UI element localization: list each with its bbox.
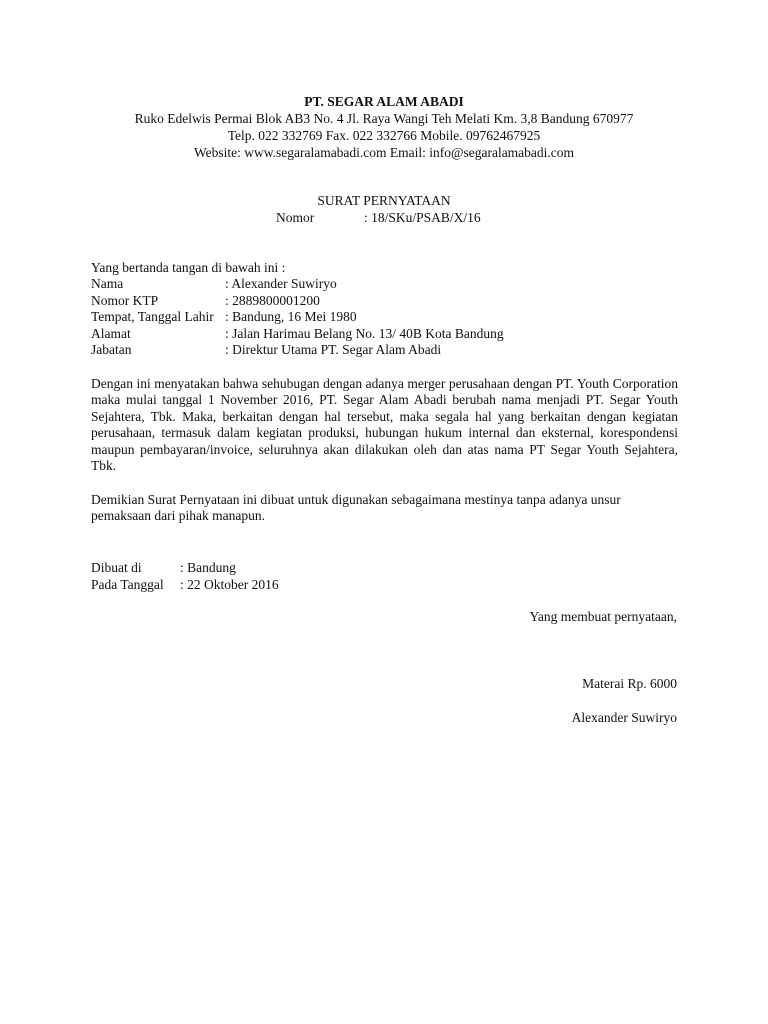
- field-label: Tempat, Tanggal Lahir: [91, 309, 214, 325]
- field-value: : 2889800001200: [225, 292, 320, 308]
- document-number: [276, 210, 481, 226]
- made-date-row: [91, 576, 279, 593]
- made-place-label: Dibuat di: [91, 560, 142, 575]
- field-value: : Bandung, 16 Mei 1980: [225, 309, 357, 325]
- company-address: Ruko Edelwis Permai Blok AB3 No. 4 Jl. Raya Wangi Teh Melati Km. 3,8 Bandung 670977: [134, 111, 634, 126]
- company-phones: Telp. 022 332769 Fax. 022 332766 Mobile. 09762467925: [227, 128, 541, 143]
- body-paragraph-statement: Dengan ini menyatakan bahwa sehubugan dengan adanya merger perusahaan dengan PT. Youth Corporation maka mulai tanggal 1 November 2016, PT. Segar Alam Abadi berubah nama menjadi PT. Segar Youth Sejahtera, Tbk. Maka, berkaitan dengan hal tersebut, maka segala hal yang berkaitan dengan kegiatan perusahaan, termasuk dalam kegiatan produksi, hubungan hukum internal dan eksternal, korespondensi maupun pembayaran/invoice, seluruhnya akan dilakukan oleh dan atas nama PT Segar Youth Sejahtera, Tbk.: [91, 376, 678, 474]
- field-row-birth: [91, 309, 504, 326]
- signatory-intro: Yang bertanda tangan di bawah ini :: [91, 260, 286, 275]
- made-date-label: Pada Tanggal: [91, 577, 164, 592]
- field-label: Nama: [91, 276, 124, 291]
- field-value: : Direktur Utama PT. Segar Alam Abadi: [225, 342, 442, 358]
- made-at-block: [91, 559, 279, 593]
- field-label: Nomor KTP: [91, 292, 159, 308]
- field-row-position: [91, 342, 504, 359]
- signatory-fields: [91, 276, 504, 359]
- stamp-duty-label: Materai Rp. 6000: [582, 676, 677, 691]
- signature-closing: Yang membuat pernyataan,: [529, 609, 677, 624]
- field-label: Alamat: [91, 325, 131, 341]
- field-value: : Jalan Harimau Belang No. 13/ 40B Kota Bandung: [225, 325, 504, 341]
- nomor-label: Nomor: [276, 210, 315, 225]
- made-date-value: : 22 Oktober 2016: [180, 577, 279, 592]
- field-value: : Alexander Suwiryo: [225, 276, 337, 291]
- field-row-ktp: [91, 293, 504, 310]
- nomor-value: : 18/SKu/PSAB/X/16: [364, 210, 481, 225]
- body-paragraph-closing: Demikian Surat Pernyataan ini dibuat untuk digunakan sebagaimana mestinya tanpa adanya unsur pemaksaan dari pihak manapun.: [91, 492, 621, 524]
- company-web-email: Website: www.segaralamabadi.com Email: info@segaralamabadi.com: [193, 145, 575, 160]
- document-title: SURAT PERNYATAAN: [317, 193, 451, 208]
- company-name: PT. SEGAR ALAM ABADI: [304, 94, 464, 109]
- letterhead: [0, 93, 768, 161]
- made-place-value: : Bandung: [180, 560, 236, 575]
- field-row-nama: [91, 276, 504, 293]
- field-row-address: [91, 326, 504, 343]
- made-place-row: [91, 559, 279, 576]
- signer-name: Alexander Suwiryo: [571, 710, 677, 725]
- field-label: Jabatan: [91, 342, 132, 358]
